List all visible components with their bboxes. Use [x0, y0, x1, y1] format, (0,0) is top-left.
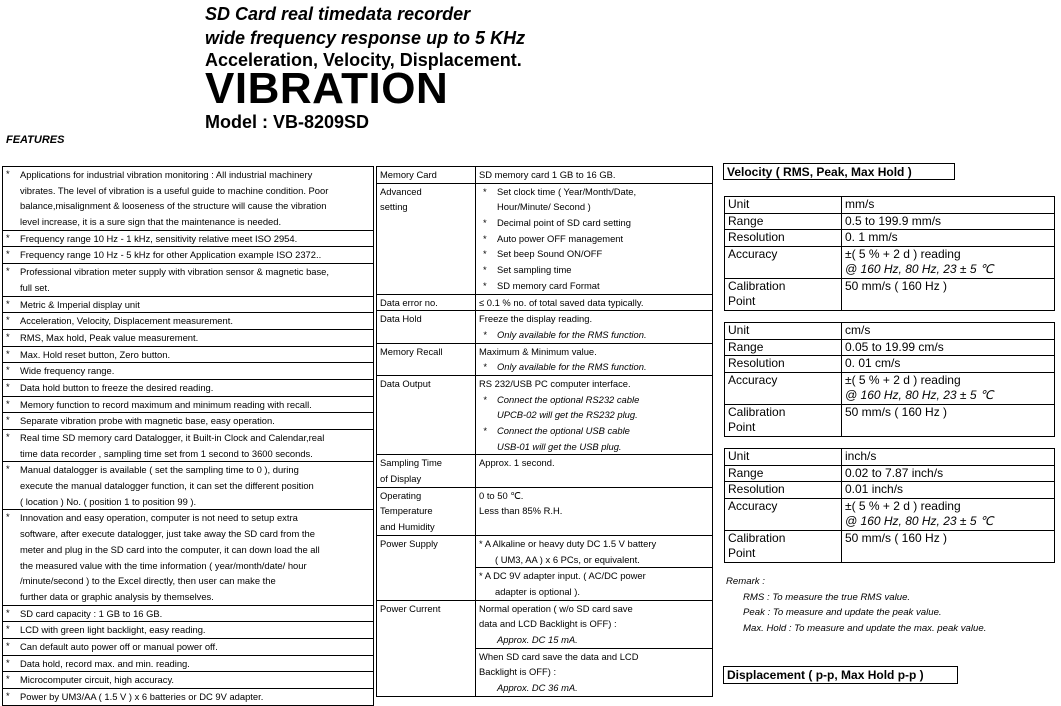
- spec-key: Data error no.: [380, 296, 438, 308]
- label-unit: Unit: [725, 449, 842, 466]
- accuracy-condition: @ 160 Hz, 80 Hz, 23 ± 5 ℃: [845, 514, 994, 528]
- spec-key: of Display: [380, 473, 422, 485]
- label-calibration-1: Calibration: [728, 278, 786, 293]
- header-line-2: wide frequency response up to 5 KHz: [205, 28, 526, 48]
- value-calibration: 50 mm/s ( 160 Hz ): [842, 404, 1055, 436]
- bullet-star: *: [3, 167, 15, 231]
- spec-key: Memory Recall: [380, 345, 443, 357]
- features-label: FEATURES: [6, 134, 65, 146]
- feature-row: [3, 638, 374, 655]
- feature-row: [3, 510, 374, 605]
- bullet-star: *: [3, 510, 15, 605]
- spec-value: Maximum & Minimum value.: [479, 345, 597, 357]
- feature-row: [3, 264, 374, 296]
- bullet-star: *: [3, 379, 15, 396]
- feature-text: LCD with green light backlight, easy reading.: [20, 624, 206, 636]
- feature-text: Frequency range 10 Hz - 5 kHz for other Application example ISO 2372..: [20, 249, 322, 261]
- feature-row: [3, 167, 374, 231]
- spec-value: ( UM3, AA ) x 6 PCs, or equivalent.: [495, 553, 640, 565]
- feature-row: [3, 605, 374, 622]
- value-resolution: 0.01 inch/s: [842, 482, 1055, 499]
- velocity-spec-table: [724, 448, 1055, 563]
- label-calibration-1: Calibration: [728, 404, 786, 419]
- feature-text: Wide frequency range.: [20, 365, 115, 377]
- bullet-star: *: [3, 605, 15, 622]
- accuracy-condition: @ 160 Hz, 80 Hz, 23 ± 5 ℃: [845, 262, 994, 276]
- spec-key: and Humidity: [380, 521, 435, 533]
- feature-row: [3, 296, 374, 313]
- spec-note: UPCB-02 will get the RS232 plug.: [497, 409, 638, 421]
- spec-value: RS 232/USB PC computer interface.: [479, 377, 631, 389]
- spec-value: Normal operation ( w/o SD card save: [479, 602, 633, 614]
- feature-row: [3, 379, 374, 396]
- value-resolution: 0. 01 cm/s: [842, 356, 1055, 373]
- label-unit: Unit: [725, 323, 842, 340]
- label-calibration: [725, 404, 842, 436]
- bullet-star: *: [3, 230, 15, 247]
- feature-text: balance,misalignment & looseness of the structure will cause the vibration: [20, 200, 327, 212]
- spec-value: SD memory card 1 GB to 16 GB.: [479, 169, 616, 180]
- spec-value: * A Alkaline or heavy duty DC 1.5 V battery: [479, 537, 657, 549]
- spec-key: Power Current: [380, 602, 441, 614]
- specifications-table: [376, 166, 713, 697]
- feature-text: Acceleration, Velocity, Displacement measurement.: [20, 315, 233, 327]
- value-range: 0.02 to 7.87 inch/s: [842, 465, 1055, 482]
- spec-value: * A DC 9V adapter input. ( AC/DC power: [479, 570, 646, 582]
- spec-value: Less than 85% R.H.: [479, 505, 563, 517]
- bullet-star: *: [3, 363, 15, 380]
- bullet-star: *: [3, 346, 15, 363]
- value-calibration: 50 mm/s ( 160 Hz ): [842, 530, 1055, 562]
- bullet-star: *: [3, 413, 15, 430]
- feature-text: execute the manual datalogger function, it can set the different position: [20, 480, 314, 492]
- spec-value: Approx. 1 second.: [479, 457, 555, 469]
- feature-text: Professional vibration meter supply with vibration sensor & magnetic base,: [20, 266, 330, 278]
- spec-note: USB-01 will get the USB plug.: [497, 440, 622, 452]
- feature-text: Manual datalogger is available ( set the sampling time to 0 ), during: [20, 464, 299, 476]
- accuracy-reading: ±( 5 % + 2 d ) reading: [845, 498, 961, 513]
- feature-text: SD card capacity : 1 GB to 16 GB.: [20, 607, 163, 619]
- spec-row-data-error: [377, 294, 713, 311]
- label-calibration-1: Calibration: [728, 530, 786, 545]
- feature-text: software, after execute datalogger, just take away the SD card from the: [20, 528, 315, 540]
- bullet-star: *: [3, 655, 15, 672]
- spec-note: * Connect the optional RS232 cable: [479, 392, 709, 408]
- label-calibration-2: Point: [728, 294, 756, 308]
- spec-row-power-supply: [377, 535, 713, 567]
- label-resolution: Resolution: [725, 230, 842, 247]
- feature-text: Real time SD memory card Datalogger, it Built-in Clock and Calendar,real: [20, 432, 325, 443]
- feature-text: full set.: [20, 281, 50, 293]
- spec-value: Backlight is OFF) :: [479, 666, 557, 678]
- spec-value: When SD card save the data and LCD: [479, 650, 639, 662]
- feature-row: [3, 230, 374, 247]
- label-calibration: [725, 530, 842, 562]
- remark-maxhold: Max. Hold : To measure and update the max. peak value.: [743, 622, 987, 634]
- model-number: Model : VB-8209SD: [205, 112, 370, 132]
- features-table: [2, 166, 374, 706]
- value-range: 0.5 to 199.9 mm/s: [842, 213, 1055, 230]
- spec-value: * SD memory card Format: [479, 278, 709, 294]
- spec-value: * Set sampling time: [479, 262, 709, 278]
- feature-text: Data hold button to freeze the desired reading.: [20, 381, 214, 393]
- spec-row-operating: [377, 487, 713, 535]
- bullet-star: *: [3, 462, 15, 510]
- spec-value: 0 to 50 ℃.: [479, 489, 524, 501]
- spec-row-data-hold: [377, 311, 713, 343]
- spec-key: Temperature: [380, 505, 433, 517]
- label-unit: Unit: [725, 197, 842, 214]
- feature-text: meter and plug in the SD card into the computer, it can down load the all: [20, 543, 320, 555]
- spec-value: Hour/Minute/ Second ): [497, 201, 591, 213]
- value-unit: mm/s: [842, 197, 1055, 214]
- spec-key: Sampling Time: [380, 457, 443, 469]
- bullet-star: *: [3, 247, 15, 264]
- feature-text: RMS, Max hold, Peak value measurement.: [20, 331, 199, 343]
- spec-key: Memory Card: [380, 169, 437, 180]
- spec-value: ≤ 0.1 % no. of total saved data typically.: [479, 296, 644, 308]
- spec-note: * Only available for the RMS function.: [479, 359, 709, 375]
- feature-text: the measured value with the time information ( year/month/date/ hour: [20, 559, 307, 571]
- feature-text: Max. Hold reset button, Zero button.: [20, 348, 171, 360]
- spec-key: Power Supply: [380, 537, 438, 549]
- velocity-spec-table: [724, 196, 1055, 311]
- feature-row: [3, 430, 374, 462]
- spec-row-data-output: [377, 375, 713, 454]
- remark-label: Remark :: [726, 576, 765, 587]
- spec-value: Freeze the display reading.: [479, 313, 593, 325]
- spec-value: * Auto power OFF management: [479, 231, 709, 247]
- spec-value: * Set clock time ( Year/Month/Date,: [479, 184, 709, 200]
- feature-row: [3, 413, 374, 430]
- feature-text: level increase, it is a sure sign that the maintenance is needed.: [20, 216, 282, 228]
- value-accuracy: [842, 372, 1055, 404]
- label-range: Range: [725, 465, 842, 482]
- feature-text: Microcomputer circuit, high accuracy.: [20, 674, 175, 686]
- value-unit: inch/s: [842, 449, 1055, 466]
- header-line-3: Acceleration, Velocity, Displacement.: [205, 50, 522, 70]
- spec-value: * Decimal point of SD card setting: [479, 215, 709, 231]
- feature-text: Memory function to record maximum and minimum reading with recall.: [20, 398, 312, 410]
- label-range: Range: [725, 213, 842, 230]
- spec-row-memory-card: [377, 167, 713, 184]
- value-resolution: 0. 1 mm/s: [842, 230, 1055, 247]
- label-range: Range: [725, 339, 842, 356]
- accuracy-condition: @ 160 Hz, 80 Hz, 23 ± 5 ℃: [845, 388, 994, 402]
- remark-block: [726, 574, 986, 636]
- label-resolution: Resolution: [725, 482, 842, 499]
- spec-row-memory-recall: [377, 343, 713, 375]
- bullet-star: *: [3, 430, 15, 462]
- feature-text: Frequency range 10 Hz - 1 kHz, sensitivity relative meet ISO 2954.: [20, 232, 298, 244]
- feature-text: Innovation and easy operation, computer is not need to setup extra: [20, 512, 298, 524]
- label-accuracy: Accuracy: [725, 498, 842, 530]
- feature-text: Metric & Imperial display unit: [20, 298, 140, 310]
- bullet-star: *: [3, 672, 15, 689]
- feature-row: [3, 313, 374, 330]
- bullet-star: *: [3, 313, 15, 330]
- feature-row: [3, 329, 374, 346]
- remark-peak: Peak : To measure and update the peak value.: [743, 607, 942, 618]
- feature-row: [3, 655, 374, 672]
- feature-row: [3, 622, 374, 639]
- spec-row-advanced-setting: [377, 183, 713, 294]
- bullet-star: *: [3, 689, 15, 706]
- feature-text: further data or graphic analysis by themselves.: [20, 590, 214, 602]
- value-calibration: 50 mm/s ( 160 Hz ): [842, 278, 1055, 310]
- spec-value: Approx. DC 36 mA.: [497, 682, 578, 693]
- feature-row: [3, 247, 374, 264]
- label-resolution: Resolution: [725, 356, 842, 373]
- feature-text: ( location ) No. ( position 1 to position 99 ).: [20, 495, 197, 507]
- value-unit: cm/s: [842, 323, 1055, 340]
- feature-row: [3, 346, 374, 363]
- feature-text: Separate vibration probe with magnetic base, easy operation.: [20, 415, 275, 427]
- label-accuracy: Accuracy: [725, 246, 842, 278]
- bullet-star: *: [3, 396, 15, 413]
- feature-text: Can default auto power off or manual power off.: [20, 640, 218, 652]
- label-calibration: [725, 278, 842, 310]
- feature-row: [3, 462, 374, 510]
- label-calibration-2: Point: [728, 546, 756, 560]
- page-title: VIBRATION: [205, 64, 449, 113]
- velocity-spec-table: [724, 322, 1055, 437]
- spec-value: adapter is optional ).: [495, 585, 580, 597]
- spec-key: Data Hold: [380, 313, 422, 325]
- bullet-star: *: [3, 264, 15, 296]
- bullet-star: *: [3, 296, 15, 313]
- bullet-star: *: [3, 329, 15, 346]
- bullet-star: *: [3, 622, 15, 639]
- value-range: 0.05 to 19.99 cm/s: [842, 339, 1055, 356]
- velocity-title: Velocity ( RMS, Peak, Max Hold ): [723, 163, 955, 180]
- label-calibration-2: Point: [728, 420, 756, 434]
- spec-key: setting: [380, 201, 408, 213]
- feature-text: Applications for industrial vibration monitoring : All industrial machinery: [20, 169, 313, 180]
- feature-text: Power by UM3/AA ( 1.5 V ) x 6 batteries or DC 9V adapter.: [20, 691, 264, 702]
- accuracy-reading: ±( 5 % + 2 d ) reading: [845, 246, 961, 261]
- spec-value: * Set beep Sound ON/OFF: [479, 246, 709, 262]
- spec-key: Advanced: [380, 185, 422, 197]
- spec-key: Data Output: [380, 377, 431, 389]
- value-accuracy: [842, 246, 1055, 278]
- feature-row: [3, 363, 374, 380]
- spec-note: * Connect the optional USB cable: [479, 423, 709, 439]
- spec-key: Operating: [380, 489, 422, 501]
- feature-text: Data hold, record max. and min. reading.: [20, 657, 190, 669]
- feature-text: time data recorder , sampling time set from 1 second to 3600 seconds.: [20, 447, 313, 459]
- feature-row: [3, 689, 374, 706]
- feature-row: [3, 672, 374, 689]
- header-line-1: SD Card real timedata recorder: [205, 4, 471, 24]
- bullet-star: *: [3, 638, 15, 655]
- spec-row-power-current: [377, 600, 713, 648]
- feature-text: vibrates. The level of vibration is a useful guide to machine condition. Poor: [20, 184, 329, 196]
- spec-row-sampling-time: [377, 455, 713, 487]
- accuracy-reading: ±( 5 % + 2 d ) reading: [845, 372, 961, 387]
- spec-value: Approx. DC 15 mA.: [497, 633, 578, 645]
- label-accuracy: Accuracy: [725, 372, 842, 404]
- remark-rms: RMS : To measure the true RMS value.: [743, 591, 911, 603]
- feature-text: /minute/second ) to the Excel directly, then user can make the: [20, 575, 276, 587]
- value-accuracy: [842, 498, 1055, 530]
- spec-note: * Only available for the RMS function.: [479, 327, 709, 343]
- spec-value: data and LCD Backlight is OFF) :: [479, 618, 617, 630]
- displacement-title: Displacement ( p-p, Max Hold p-p ): [723, 666, 958, 684]
- feature-row: [3, 396, 374, 413]
